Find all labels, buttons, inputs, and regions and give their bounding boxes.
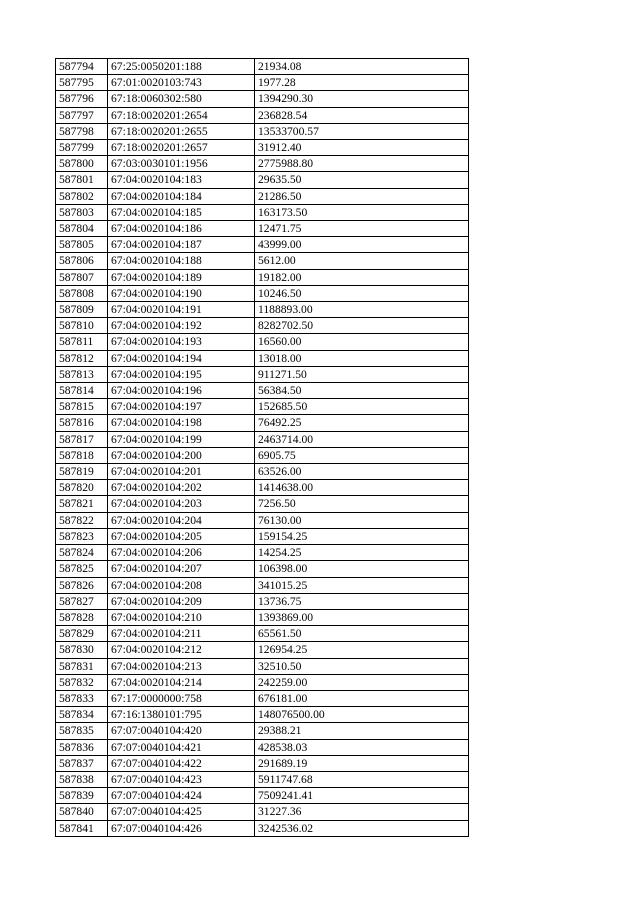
row-id-cell: 587836	[56, 739, 108, 755]
value-cell: 13533700.57	[255, 123, 469, 139]
value-cell: 8282702.50	[255, 318, 469, 334]
table-row	[56, 480, 469, 496]
cadastral-number-cell: 67:18:0060302:580	[108, 91, 255, 107]
cadastral-number-cell: 67:04:0020104:183	[108, 172, 255, 188]
row-id-cell: 587813	[56, 366, 108, 382]
cadastral-number-cell: 67:07:0040104:421	[108, 739, 255, 755]
table-row	[56, 626, 469, 642]
row-id-cell: 587824	[56, 545, 108, 561]
cadastral-number-cell: 67:17:0000000:758	[108, 690, 255, 706]
value-cell: 31912.40	[255, 140, 469, 156]
row-id-cell: 587828	[56, 609, 108, 625]
table-row	[56, 804, 469, 820]
row-id-cell: 587830	[56, 642, 108, 658]
cadastral-number-cell: 67:04:0020104:204	[108, 512, 255, 528]
value-cell: 3242536.02	[255, 820, 469, 836]
value-cell: 126954.25	[255, 642, 469, 658]
table-row	[56, 528, 469, 544]
table-row	[56, 334, 469, 350]
data-table	[55, 58, 469, 837]
row-id-cell: 587827	[56, 593, 108, 609]
row-id-cell: 587796	[56, 91, 108, 107]
cadastral-number-cell: 67:04:0020104:198	[108, 415, 255, 431]
row-id-cell: 587823	[56, 528, 108, 544]
value-cell: 5911747.68	[255, 771, 469, 787]
cadastral-number-cell: 67:04:0020104:200	[108, 447, 255, 463]
cadastral-number-cell: 67:04:0020104:207	[108, 561, 255, 577]
table-row	[56, 383, 469, 399]
row-id-cell: 587812	[56, 350, 108, 366]
table-row	[56, 771, 469, 787]
row-id-cell: 587804	[56, 221, 108, 237]
value-cell: 56384.50	[255, 383, 469, 399]
cadastral-number-cell: 67:04:0020104:189	[108, 269, 255, 285]
value-cell: 63526.00	[255, 464, 469, 480]
table-row	[56, 366, 469, 382]
cadastral-number-cell: 67:04:0020104:210	[108, 609, 255, 625]
cadastral-number-cell: 67:04:0020104:196	[108, 383, 255, 399]
table-row	[56, 156, 469, 172]
value-cell: 152685.50	[255, 399, 469, 415]
table-row	[56, 253, 469, 269]
value-cell: 65561.50	[255, 626, 469, 642]
cadastral-number-cell: 67:04:0020104:185	[108, 204, 255, 220]
value-cell: 148076500.00	[255, 707, 469, 723]
value-cell: 14254.25	[255, 545, 469, 561]
cadastral-number-cell: 67:04:0020104:205	[108, 528, 255, 544]
cadastral-number-cell: 67:04:0020104:208	[108, 577, 255, 593]
cadastral-number-cell: 67:04:0020104:209	[108, 593, 255, 609]
table-row	[56, 285, 469, 301]
cadastral-number-cell: 67:18:0020201:2655	[108, 123, 255, 139]
table-row	[56, 593, 469, 609]
value-cell: 19182.00	[255, 269, 469, 285]
row-id-cell: 587795	[56, 75, 108, 91]
value-cell: 7256.50	[255, 496, 469, 512]
table-row	[56, 350, 469, 366]
cadastral-number-cell: 67:07:0040104:424	[108, 788, 255, 804]
table-row	[56, 447, 469, 463]
value-cell: 242259.00	[255, 674, 469, 690]
value-cell: 21286.50	[255, 188, 469, 204]
row-id-cell: 587822	[56, 512, 108, 528]
cadastral-number-cell: 67:04:0020104:197	[108, 399, 255, 415]
row-id-cell: 587810	[56, 318, 108, 334]
table-row	[56, 59, 469, 75]
row-id-cell: 587806	[56, 253, 108, 269]
value-cell: 676181.00	[255, 690, 469, 706]
table-row	[56, 545, 469, 561]
row-id-cell: 587831	[56, 658, 108, 674]
row-id-cell: 587814	[56, 383, 108, 399]
value-cell: 236828.54	[255, 107, 469, 123]
row-id-cell: 587832	[56, 674, 108, 690]
row-id-cell: 587833	[56, 690, 108, 706]
cadastral-number-cell: 67:04:0020104:188	[108, 253, 255, 269]
table-row	[56, 188, 469, 204]
value-cell: 1394290.30	[255, 91, 469, 107]
table-row	[56, 690, 469, 706]
row-id-cell: 587800	[56, 156, 108, 172]
table-row	[56, 318, 469, 334]
value-cell: 76130.00	[255, 512, 469, 528]
value-cell: 29388.21	[255, 723, 469, 739]
value-cell: 32510.50	[255, 658, 469, 674]
table-row	[56, 496, 469, 512]
table-row	[56, 723, 469, 739]
cadastral-number-cell: 67:04:0020104:213	[108, 658, 255, 674]
table-row	[56, 739, 469, 755]
cadastral-number-cell: 67:04:0020104:212	[108, 642, 255, 658]
table-row	[56, 221, 469, 237]
value-cell: 1393869.00	[255, 609, 469, 625]
cadastral-number-cell: 67:04:0020104:187	[108, 237, 255, 253]
table-row	[56, 658, 469, 674]
cadastral-number-cell: 67:07:0040104:425	[108, 804, 255, 820]
cadastral-number-cell: 67:04:0020104:214	[108, 674, 255, 690]
table-row	[56, 123, 469, 139]
cadastral-number-cell: 67:01:0020103:743	[108, 75, 255, 91]
table-row	[56, 269, 469, 285]
row-id-cell: 587820	[56, 480, 108, 496]
value-cell: 159154.25	[255, 528, 469, 544]
table-row	[56, 204, 469, 220]
value-cell: 12471.75	[255, 221, 469, 237]
cadastral-number-cell: 67:04:0020104:202	[108, 480, 255, 496]
row-id-cell: 587837	[56, 755, 108, 771]
cadastral-number-cell: 67:04:0020104:201	[108, 464, 255, 480]
cadastral-number-cell: 67:03:0030101:1956	[108, 156, 255, 172]
cadastral-number-cell: 67:16:1380101:795	[108, 707, 255, 723]
table-row	[56, 172, 469, 188]
table-row	[56, 820, 469, 836]
value-cell: 29635.50	[255, 172, 469, 188]
value-cell: 2775988.80	[255, 156, 469, 172]
row-id-cell: 587809	[56, 302, 108, 318]
cadastral-number-cell: 67:07:0040104:426	[108, 820, 255, 836]
value-cell: 1414638.00	[255, 480, 469, 496]
row-id-cell: 587797	[56, 107, 108, 123]
row-id-cell: 587825	[56, 561, 108, 577]
value-cell: 21934.08	[255, 59, 469, 75]
table-row	[56, 577, 469, 593]
row-id-cell: 587818	[56, 447, 108, 463]
value-cell: 1188893.00	[255, 302, 469, 318]
value-cell: 76492.25	[255, 415, 469, 431]
cadastral-number-cell: 67:04:0020104:190	[108, 285, 255, 301]
row-id-cell: 587841	[56, 820, 108, 836]
cadastral-number-cell: 67:18:0020201:2657	[108, 140, 255, 156]
row-id-cell: 587834	[56, 707, 108, 723]
value-cell: 291689.19	[255, 755, 469, 771]
row-id-cell: 587829	[56, 626, 108, 642]
value-cell: 428538.03	[255, 739, 469, 755]
cadastral-number-cell: 67:04:0020104:184	[108, 188, 255, 204]
row-id-cell: 587835	[56, 723, 108, 739]
table-row	[56, 464, 469, 480]
cadastral-number-cell: 67:04:0020104:199	[108, 431, 255, 447]
table-row	[56, 415, 469, 431]
value-cell: 2463714.00	[255, 431, 469, 447]
table-row	[56, 399, 469, 415]
cadastral-number-cell: 67:04:0020104:194	[108, 350, 255, 366]
value-cell: 31227.36	[255, 804, 469, 820]
cadastral-number-cell: 67:04:0020104:191	[108, 302, 255, 318]
cadastral-number-cell: 67:04:0020104:195	[108, 366, 255, 382]
table-row	[56, 140, 469, 156]
cadastral-number-cell: 67:07:0040104:423	[108, 771, 255, 787]
table-row	[56, 107, 469, 123]
row-id-cell: 587839	[56, 788, 108, 804]
row-id-cell: 587805	[56, 237, 108, 253]
cadastral-number-cell: 67:04:0020104:192	[108, 318, 255, 334]
value-cell: 13018.00	[255, 350, 469, 366]
cadastral-number-cell: 67:04:0020104:211	[108, 626, 255, 642]
row-id-cell: 587817	[56, 431, 108, 447]
table-row	[56, 75, 469, 91]
cadastral-number-cell: 67:18:0020201:2654	[108, 107, 255, 123]
value-cell: 5612.00	[255, 253, 469, 269]
table-body	[56, 59, 469, 837]
value-cell: 10246.50	[255, 285, 469, 301]
table-row	[56, 237, 469, 253]
row-id-cell: 587811	[56, 334, 108, 350]
value-cell: 341015.25	[255, 577, 469, 593]
cadastral-number-cell: 67:25:0050201:188	[108, 59, 255, 75]
table-row	[56, 91, 469, 107]
value-cell: 106398.00	[255, 561, 469, 577]
value-cell: 1977.28	[255, 75, 469, 91]
table-row	[56, 642, 469, 658]
row-id-cell: 587815	[56, 399, 108, 415]
row-id-cell: 587819	[56, 464, 108, 480]
table-row	[56, 707, 469, 723]
row-id-cell: 587826	[56, 577, 108, 593]
table-row	[56, 674, 469, 690]
table-row	[56, 609, 469, 625]
cadastral-number-cell: 67:04:0020104:203	[108, 496, 255, 512]
row-id-cell: 587801	[56, 172, 108, 188]
row-id-cell: 587821	[56, 496, 108, 512]
value-cell: 43999.00	[255, 237, 469, 253]
cadastral-number-cell: 67:07:0040104:422	[108, 755, 255, 771]
cadastral-number-cell: 67:04:0020104:206	[108, 545, 255, 561]
table-row	[56, 431, 469, 447]
row-id-cell: 587802	[56, 188, 108, 204]
value-cell: 16560.00	[255, 334, 469, 350]
table-row	[56, 512, 469, 528]
row-id-cell: 587799	[56, 140, 108, 156]
row-id-cell: 587807	[56, 269, 108, 285]
row-id-cell: 587838	[56, 771, 108, 787]
value-cell: 6905.75	[255, 447, 469, 463]
row-id-cell: 587794	[56, 59, 108, 75]
value-cell: 163173.50	[255, 204, 469, 220]
cadastral-number-cell: 67:04:0020104:193	[108, 334, 255, 350]
table-row	[56, 302, 469, 318]
row-id-cell: 587803	[56, 204, 108, 220]
value-cell: 13736.75	[255, 593, 469, 609]
value-cell: 911271.50	[255, 366, 469, 382]
value-cell: 7509241.41	[255, 788, 469, 804]
row-id-cell: 587808	[56, 285, 108, 301]
row-id-cell: 587840	[56, 804, 108, 820]
cadastral-number-cell: 67:07:0040104:420	[108, 723, 255, 739]
cadastral-number-cell: 67:04:0020104:186	[108, 221, 255, 237]
row-id-cell: 587798	[56, 123, 108, 139]
table-row	[56, 755, 469, 771]
table-row	[56, 788, 469, 804]
row-id-cell: 587816	[56, 415, 108, 431]
table-row	[56, 561, 469, 577]
